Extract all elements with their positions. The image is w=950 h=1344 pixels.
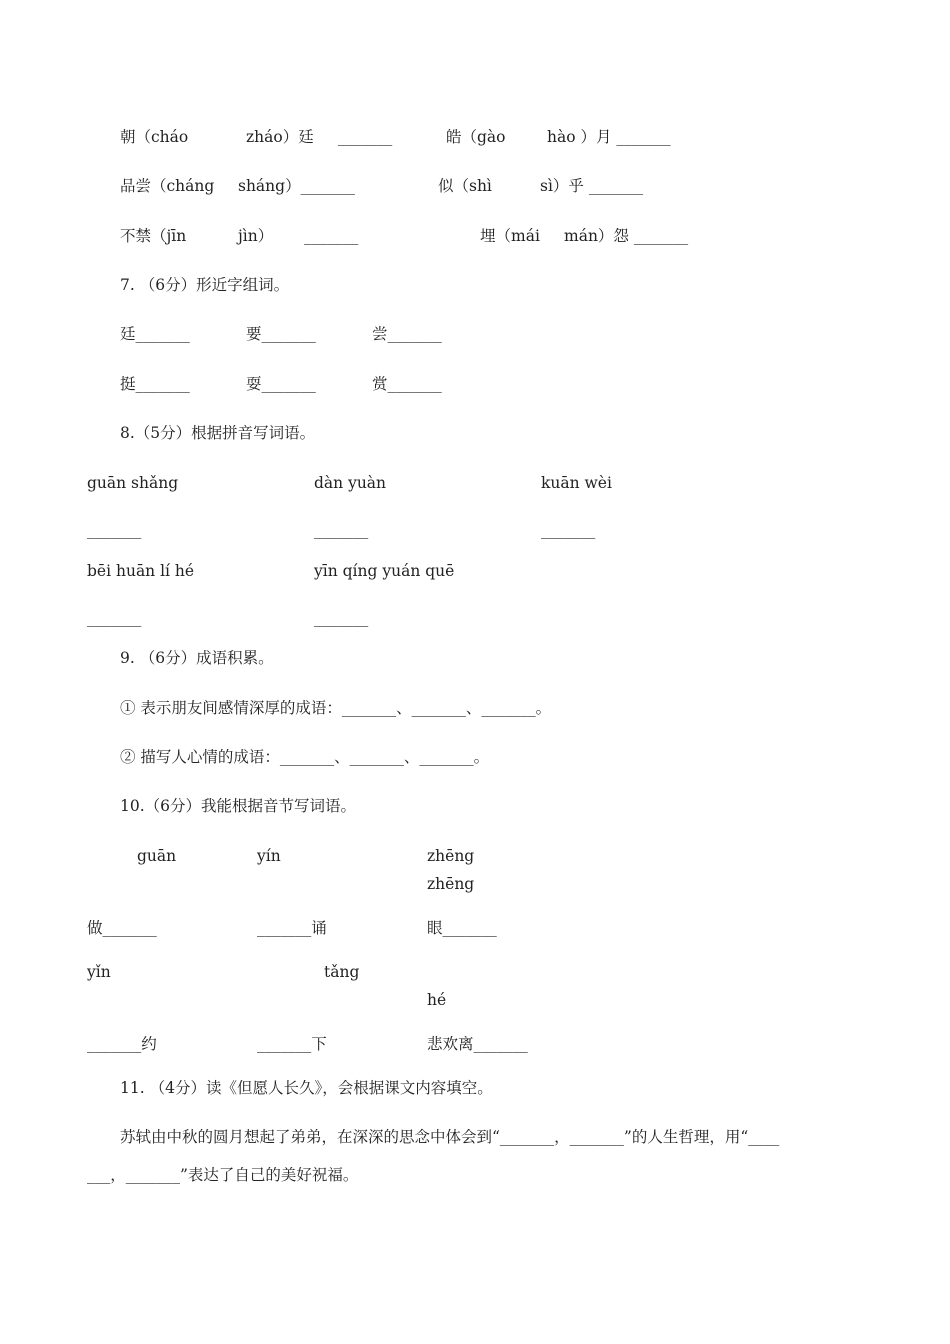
q8-pinyin: yīn qíng yuán quē	[314, 562, 455, 580]
q7-item[interactable]: 挺_______	[120, 375, 190, 393]
question-7-title: 7. （6分）形近字组词。	[120, 276, 290, 294]
q8-pinyin: bēi huān lí hé	[87, 562, 195, 580]
q10-word[interactable]: 悲欢离_______	[427, 1035, 528, 1053]
question-10-title: 10.（6分）我能根据音节写词语。	[120, 797, 357, 815]
q7-item[interactable]: 耍_______	[246, 375, 316, 393]
q6-item-text: 朝（cháo	[120, 128, 189, 146]
q6-item-text: hào ）月 _______	[547, 128, 671, 146]
answer-blank[interactable]: _______	[87, 609, 142, 627]
answer-blank[interactable]: _______	[304, 227, 359, 245]
q7-item[interactable]: 赏_______	[372, 375, 442, 393]
q8-pinyin: dàn yuàn	[314, 474, 387, 492]
q7-item[interactable]: 尝_______	[372, 325, 442, 343]
q10-word[interactable]: _______下	[257, 1035, 327, 1053]
q8-pinyin: guān shǎng	[87, 474, 179, 492]
q10-pinyin: yǐn	[87, 963, 111, 981]
q6-item-text: zháo）廷	[246, 128, 314, 146]
q6-item-text: jìn）	[238, 227, 274, 245]
q9-line-friendship[interactable]: ① 表示朋友间感情深厚的成语：_______、_______、_______。	[120, 699, 552, 717]
question-11-title: 11. （4分）读《但愿人长久》，会根据课文内容填空。	[120, 1079, 493, 1097]
q10-pinyin: guān	[137, 847, 177, 865]
q7-item[interactable]: 要_______	[246, 325, 316, 343]
q11-paragraph-line-2[interactable]: ___，_______”表达了自己的美好祝福。	[87, 1166, 359, 1184]
q9-line-mood[interactable]: ② 描写人心情的成语：_______、_______、_______。	[120, 748, 490, 766]
q10-word[interactable]: 做_______	[87, 919, 157, 937]
q6-item-text: mán）怨 _______	[564, 227, 689, 245]
q6-item-text: 埋（mái	[480, 227, 540, 245]
q10-pinyin: zhēng	[427, 875, 475, 893]
q11-paragraph-line-1[interactable]: 苏轼由中秋的圆月想起了弟弟，在深深的思念中体会到“_______，_______”的人生哲理，用“____	[120, 1128, 780, 1146]
q10-word[interactable]: _______诵	[257, 919, 327, 937]
q10-pinyin: hé	[427, 991, 447, 1009]
q10-word[interactable]: _______约	[87, 1035, 157, 1053]
q6-item-text: 品尝（cháng	[120, 177, 215, 195]
answer-blank[interactable]: _______	[338, 128, 393, 146]
answer-blank[interactable]: _______	[541, 521, 596, 539]
answer-blank[interactable]: _______	[314, 521, 369, 539]
q10-pinyin: tǎng	[324, 963, 360, 981]
q6-item-text: sháng）_______	[238, 177, 355, 195]
q7-item[interactable]: 廷_______	[120, 325, 190, 343]
question-9-title: 9. （6分）成语积累。	[120, 649, 274, 667]
answer-blank[interactable]: _______	[87, 521, 142, 539]
q10-pinyin: yín	[257, 847, 281, 865]
question-8-title: 8.（5分）根据拼音写词语。	[120, 424, 316, 442]
q10-word[interactable]: 眼_______	[427, 919, 497, 937]
q6-item-text: sì）乎 _______	[540, 177, 644, 195]
q6-item-text: 不禁（jīn	[120, 227, 187, 245]
q6-item-text: 皓（gào	[446, 128, 506, 146]
q6-item-text: 似（shì	[438, 177, 492, 195]
q10-pinyin: zhēng	[427, 847, 475, 865]
answer-blank[interactable]: _______	[314, 609, 369, 627]
q8-pinyin: kuān wèi	[541, 474, 612, 492]
